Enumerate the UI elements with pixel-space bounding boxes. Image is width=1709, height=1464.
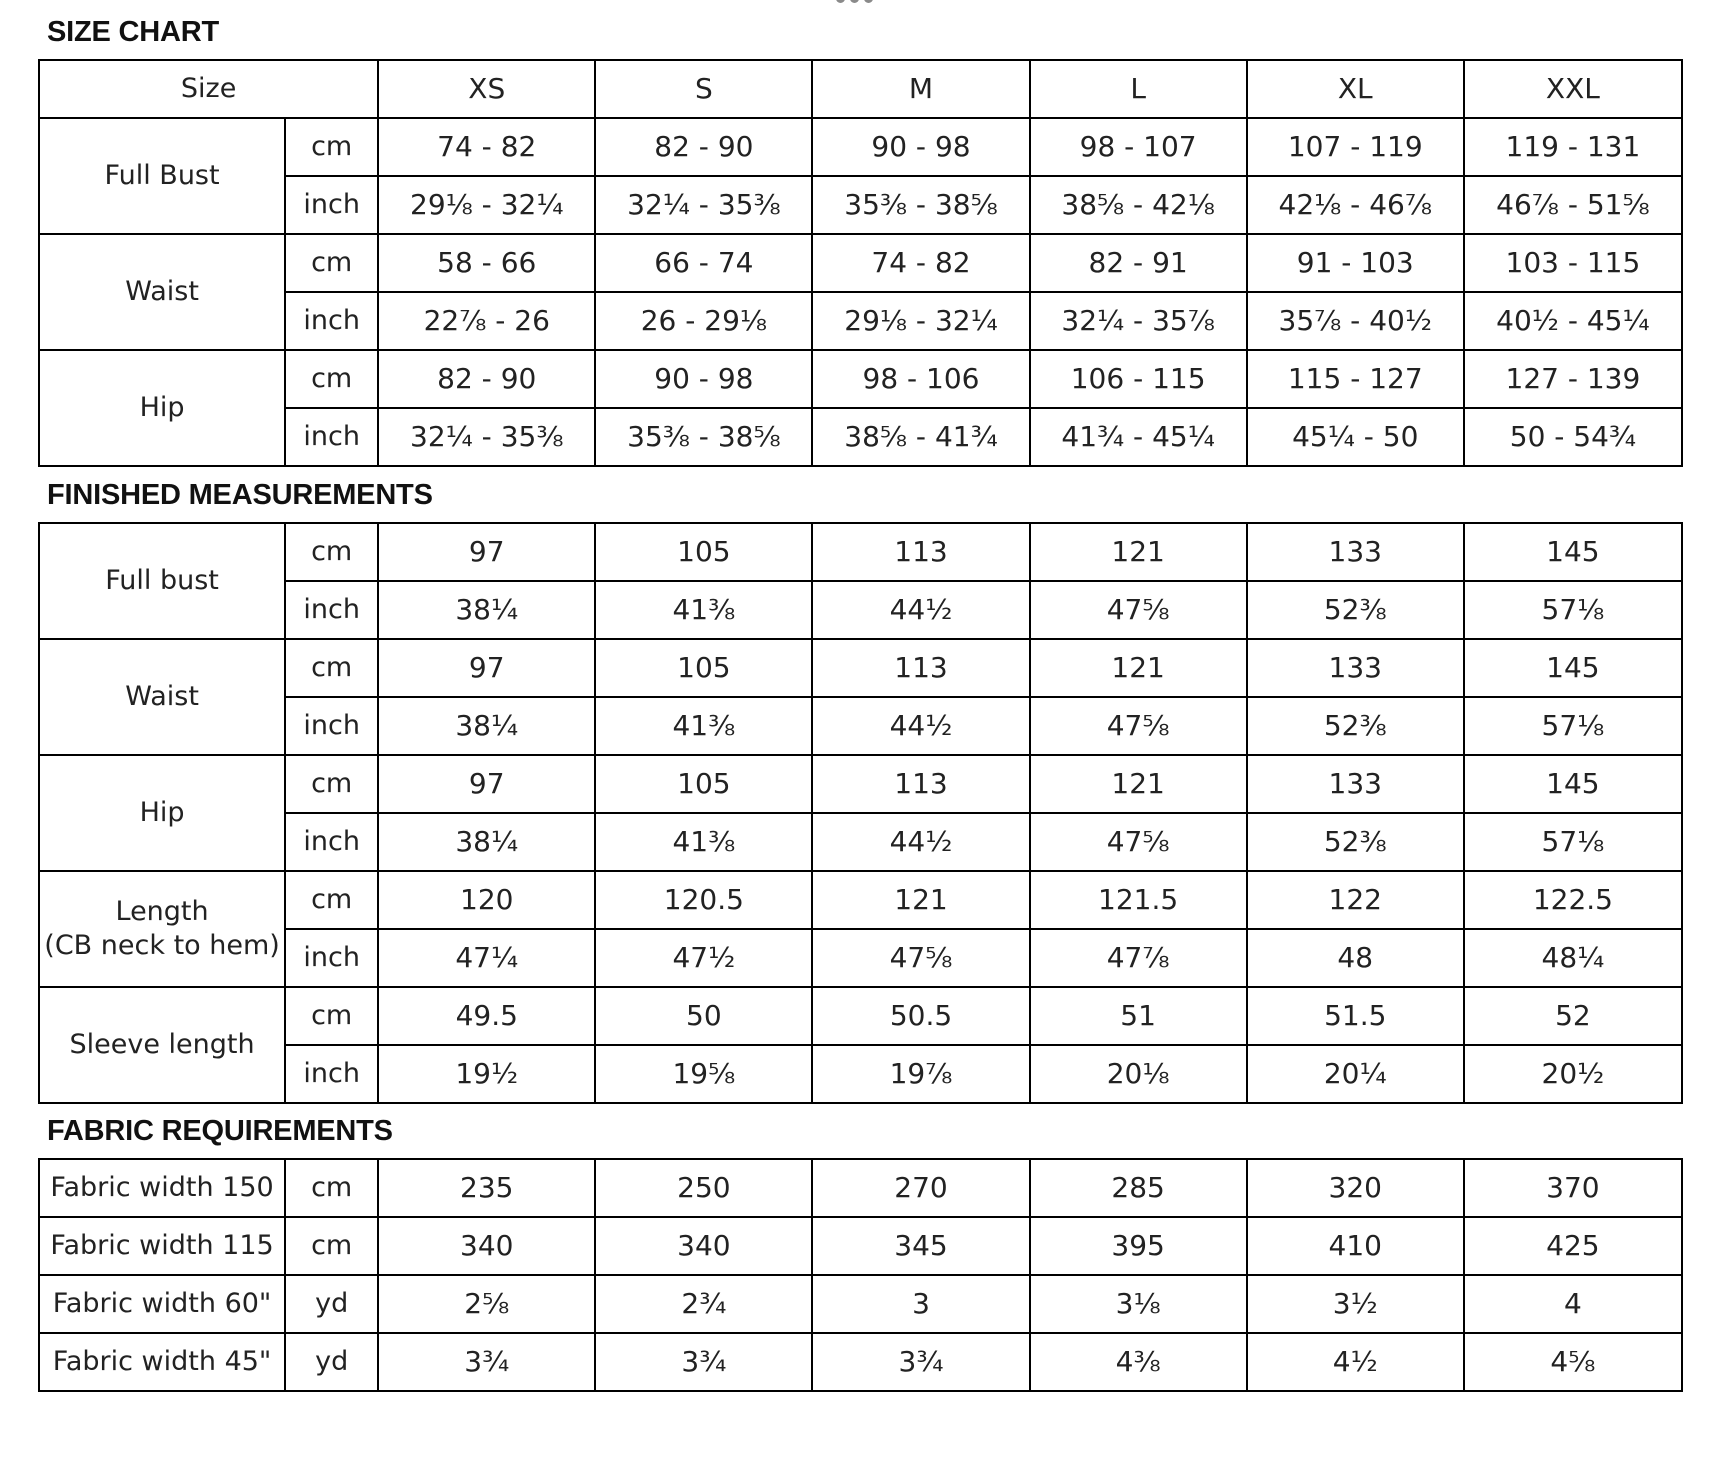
table-row xyxy=(39,1333,1682,1391)
fabric-width-label: Fabric width 115 xyxy=(39,1217,285,1275)
fabric-amount-value: 3 xyxy=(812,1275,1029,1333)
size-column-header: XS xyxy=(378,60,595,118)
measurement-value: 90 - 98 xyxy=(595,350,812,408)
measure-label xyxy=(39,639,285,755)
measurement-value: 127 - 139 xyxy=(1464,350,1682,408)
measurement-value: 51.5 xyxy=(1247,987,1464,1045)
measurement-value: 50 xyxy=(595,987,812,1045)
measurement-value: 47⅝ xyxy=(1030,697,1247,755)
fabric-width-label: Fabric width 150 xyxy=(39,1159,285,1217)
measurement-value: 82 - 90 xyxy=(378,350,595,408)
measurement-value: 113 xyxy=(812,639,1029,697)
measure-label xyxy=(39,523,285,639)
fabric-amount-value: 2⅝ xyxy=(378,1275,595,1333)
size-column-header: M xyxy=(812,60,1029,118)
table-row xyxy=(39,813,1682,871)
size-chart-table xyxy=(38,59,1683,467)
unit-label: inch xyxy=(285,929,378,987)
measurement-value: 133 xyxy=(1247,639,1464,697)
measurement-value: 19⅞ xyxy=(812,1045,1029,1103)
measurement-value: 44½ xyxy=(812,697,1029,755)
measurement-value: 82 - 91 xyxy=(1030,234,1247,292)
table-row xyxy=(39,755,1682,813)
table-row xyxy=(39,871,1682,929)
fabric-amount-value: 235 xyxy=(378,1159,595,1217)
fabric-amount-value: 370 xyxy=(1464,1159,1682,1217)
measurement-value: 47¼ xyxy=(378,929,595,987)
measure-label-line: (CB neck to hem) xyxy=(44,930,280,961)
measurement-value: 20¼ xyxy=(1247,1045,1464,1103)
measurement-value: 145 xyxy=(1464,755,1682,813)
unit-label: cm xyxy=(285,639,378,697)
unit-label: yd xyxy=(285,1333,378,1391)
measurement-value: 50.5 xyxy=(812,987,1029,1045)
table-row xyxy=(39,1217,1682,1275)
measurement-value: 98 - 107 xyxy=(1030,118,1247,176)
measurement-value: 40½ - 45¼ xyxy=(1464,292,1682,350)
measurement-value: 19½ xyxy=(378,1045,595,1103)
measure-label-line: Length xyxy=(115,896,209,927)
measurement-value: 47⅝ xyxy=(812,929,1029,987)
measure-label-line: Waist xyxy=(125,681,199,712)
fabric-amount-value: 340 xyxy=(595,1217,812,1275)
measurement-value: 115 - 127 xyxy=(1247,350,1464,408)
measurement-value: 58 - 66 xyxy=(378,234,595,292)
measure-label xyxy=(39,871,285,987)
measurement-value: 90 - 98 xyxy=(812,118,1029,176)
measure-label-line: Full bust xyxy=(105,565,219,596)
measurement-value: 47⅞ xyxy=(1030,929,1247,987)
measurement-value: 29⅛ - 32¼ xyxy=(378,176,595,234)
unit-label: yd xyxy=(285,1275,378,1333)
measurement-value: 145 xyxy=(1464,523,1682,581)
measurement-value: 113 xyxy=(812,523,1029,581)
measurement-value: 107 - 119 xyxy=(1247,118,1464,176)
more-dots-icon xyxy=(836,0,873,3)
table-row xyxy=(39,176,1682,234)
measurement-value: 29⅛ - 32¼ xyxy=(812,292,1029,350)
measure-label: Full Bust xyxy=(39,118,285,234)
fabric-amount-value: 3⅛ xyxy=(1030,1275,1247,1333)
size-header-label: Size xyxy=(39,60,378,118)
fabric-width-label: Fabric width 45" xyxy=(39,1333,285,1391)
size-column-header: S xyxy=(595,60,812,118)
table-row xyxy=(39,581,1682,639)
measurement-value: 46⅞ - 51⅝ xyxy=(1464,176,1682,234)
table-row xyxy=(39,408,1682,466)
table-row xyxy=(39,1275,1682,1333)
measure-label: Waist xyxy=(39,234,285,350)
fabric-requirements-table xyxy=(38,1158,1683,1392)
measurement-value: 52⅜ xyxy=(1247,813,1464,871)
fabric-amount-value: 395 xyxy=(1030,1217,1247,1275)
measurement-value: 120 xyxy=(378,871,595,929)
unit-label: cm xyxy=(285,1217,378,1275)
measurement-value: 119 - 131 xyxy=(1464,118,1682,176)
measurement-value: 57⅛ xyxy=(1464,697,1682,755)
measurement-value: 98 - 106 xyxy=(812,350,1029,408)
measure-label-line: Sleeve length xyxy=(69,1029,255,1060)
measurement-value: 57⅛ xyxy=(1464,581,1682,639)
measurement-value: 32¼ - 35⅞ xyxy=(1030,292,1247,350)
table-row xyxy=(39,697,1682,755)
measurement-value: 91 - 103 xyxy=(1247,234,1464,292)
measurement-value: 121 xyxy=(1030,639,1247,697)
measurement-value: 48 xyxy=(1247,929,1464,987)
measurement-value: 133 xyxy=(1247,523,1464,581)
measurement-value: 57⅛ xyxy=(1464,813,1682,871)
measurement-value: 47⅝ xyxy=(1030,581,1247,639)
measurement-value: 52 xyxy=(1464,987,1682,1045)
measurement-value: 97 xyxy=(378,755,595,813)
measurement-value: 103 - 115 xyxy=(1464,234,1682,292)
fabric-amount-value: 3¾ xyxy=(378,1333,595,1391)
fabric-amount-value: 320 xyxy=(1247,1159,1464,1217)
measurement-value: 121 xyxy=(812,871,1029,929)
measurement-value: 74 - 82 xyxy=(812,234,1029,292)
measurement-value: 145 xyxy=(1464,639,1682,697)
fabric-amount-value: 2¾ xyxy=(595,1275,812,1333)
measurement-value: 22⅞ - 26 xyxy=(378,292,595,350)
measurement-value: 105 xyxy=(595,755,812,813)
measurement-value: 121.5 xyxy=(1030,871,1247,929)
measurement-value: 38¼ xyxy=(378,697,595,755)
unit-label: cm xyxy=(285,523,378,581)
measurement-value: 32¼ - 35⅜ xyxy=(595,176,812,234)
measurement-value: 41⅜ xyxy=(595,697,812,755)
fabric-width-label: Fabric width 60" xyxy=(39,1275,285,1333)
measurement-value: 41⅜ xyxy=(595,813,812,871)
unit-label: inch xyxy=(285,697,378,755)
unit-label: cm xyxy=(285,1159,378,1217)
table-row xyxy=(39,1045,1682,1103)
unit-label: inch xyxy=(285,1045,378,1103)
measurement-value: 35⅜ - 38⅝ xyxy=(812,176,1029,234)
measurement-value: 32¼ - 35⅜ xyxy=(378,408,595,466)
measurement-value: 122 xyxy=(1247,871,1464,929)
measurement-value: 113 xyxy=(812,755,1029,813)
measure-label: Hip xyxy=(39,350,285,466)
table-row xyxy=(39,1159,1682,1217)
finished-measurements-title: FINISHED MEASUREMENTS xyxy=(47,479,433,511)
measurement-value: 38¼ xyxy=(378,813,595,871)
measurement-value: 105 xyxy=(595,639,812,697)
measurement-value: 121 xyxy=(1030,755,1247,813)
fabric-amount-value: 4⅝ xyxy=(1464,1333,1682,1391)
measurement-value: 35⅜ - 38⅝ xyxy=(595,408,812,466)
table-row xyxy=(39,929,1682,987)
measurement-value: 19⅝ xyxy=(595,1045,812,1103)
measurement-value: 45¼ - 50 xyxy=(1247,408,1464,466)
measurement-value: 44½ xyxy=(812,581,1029,639)
size-column-header: L xyxy=(1030,60,1247,118)
fabric-amount-value: 4½ xyxy=(1247,1333,1464,1391)
measurement-value: 74 - 82 xyxy=(378,118,595,176)
unit-label: inch xyxy=(285,581,378,639)
measurement-value: 35⅞ - 40½ xyxy=(1247,292,1464,350)
measurement-value: 82 - 90 xyxy=(595,118,812,176)
size-column-header: XL xyxy=(1247,60,1464,118)
fabric-amount-value: 4 xyxy=(1464,1275,1682,1333)
measurement-value: 20⅛ xyxy=(1030,1045,1247,1103)
table-row xyxy=(39,523,1682,581)
unit-label: cm xyxy=(285,118,378,176)
measurement-value: 47⅝ xyxy=(1030,813,1247,871)
measurement-value: 105 xyxy=(595,523,812,581)
fabric-amount-value: 285 xyxy=(1030,1159,1247,1217)
fabric-amount-value: 340 xyxy=(378,1217,595,1275)
fabric-amount-value: 3½ xyxy=(1247,1275,1464,1333)
unit-label: cm xyxy=(285,987,378,1045)
measurement-value: 133 xyxy=(1247,755,1464,813)
measure-label-line: Hip xyxy=(139,797,185,828)
size-column-header: XXL xyxy=(1464,60,1682,118)
fabric-amount-value: 270 xyxy=(812,1159,1029,1217)
measurement-value: 51 xyxy=(1030,987,1247,1045)
measurement-value: 42⅛ - 46⅞ xyxy=(1247,176,1464,234)
measurement-value: 48¼ xyxy=(1464,929,1682,987)
unit-label: inch xyxy=(285,408,378,466)
measure-label xyxy=(39,987,285,1103)
measurement-value: 20½ xyxy=(1464,1045,1682,1103)
table-row xyxy=(39,234,1682,292)
fabric-amount-value: 3¾ xyxy=(595,1333,812,1391)
fabric-amount-value: 425 xyxy=(1464,1217,1682,1275)
measurement-value: 121 xyxy=(1030,523,1247,581)
fabric-amount-value: 250 xyxy=(595,1159,812,1217)
fabric-requirements-title: FABRIC REQUIREMENTS xyxy=(47,1115,393,1147)
measurement-value: 122.5 xyxy=(1464,871,1682,929)
fabric-amount-value: 4⅜ xyxy=(1030,1333,1247,1391)
table-row xyxy=(39,118,1682,176)
unit-label: inch xyxy=(285,176,378,234)
finished-measurements-table xyxy=(38,522,1683,1104)
unit-label: inch xyxy=(285,292,378,350)
size-header-row xyxy=(39,60,1682,118)
measurement-value: 47½ xyxy=(595,929,812,987)
measurement-value: 44½ xyxy=(812,813,1029,871)
measurement-value: 38⅝ - 42⅛ xyxy=(1030,176,1247,234)
measurement-value: 38⅝ - 41¾ xyxy=(812,408,1029,466)
unit-label: inch xyxy=(285,813,378,871)
table-row xyxy=(39,350,1682,408)
table-row xyxy=(39,639,1682,697)
measurement-value: 41⅜ xyxy=(595,581,812,639)
measurement-value: 50 - 54¾ xyxy=(1464,408,1682,466)
measurement-value: 49.5 xyxy=(378,987,595,1045)
fabric-amount-value: 3¾ xyxy=(812,1333,1029,1391)
table-row xyxy=(39,987,1682,1045)
table-row xyxy=(39,292,1682,350)
unit-label: cm xyxy=(285,871,378,929)
measurement-value: 97 xyxy=(378,639,595,697)
measurement-value: 106 - 115 xyxy=(1030,350,1247,408)
measurement-value: 26 - 29⅛ xyxy=(595,292,812,350)
fabric-amount-value: 410 xyxy=(1247,1217,1464,1275)
measurement-value: 52⅜ xyxy=(1247,581,1464,639)
measurement-value: 97 xyxy=(378,523,595,581)
unit-label: cm xyxy=(285,234,378,292)
measurement-value: 66 - 74 xyxy=(595,234,812,292)
measurement-value: 41¾ - 45¼ xyxy=(1030,408,1247,466)
measurement-value: 38¼ xyxy=(378,581,595,639)
measurement-value: 120.5 xyxy=(595,871,812,929)
measurement-value: 52⅜ xyxy=(1247,697,1464,755)
unit-label: cm xyxy=(285,755,378,813)
size-chart-title: SIZE CHART xyxy=(47,16,220,48)
unit-label: cm xyxy=(285,350,378,408)
fabric-amount-value: 345 xyxy=(812,1217,1029,1275)
measure-label xyxy=(39,755,285,871)
